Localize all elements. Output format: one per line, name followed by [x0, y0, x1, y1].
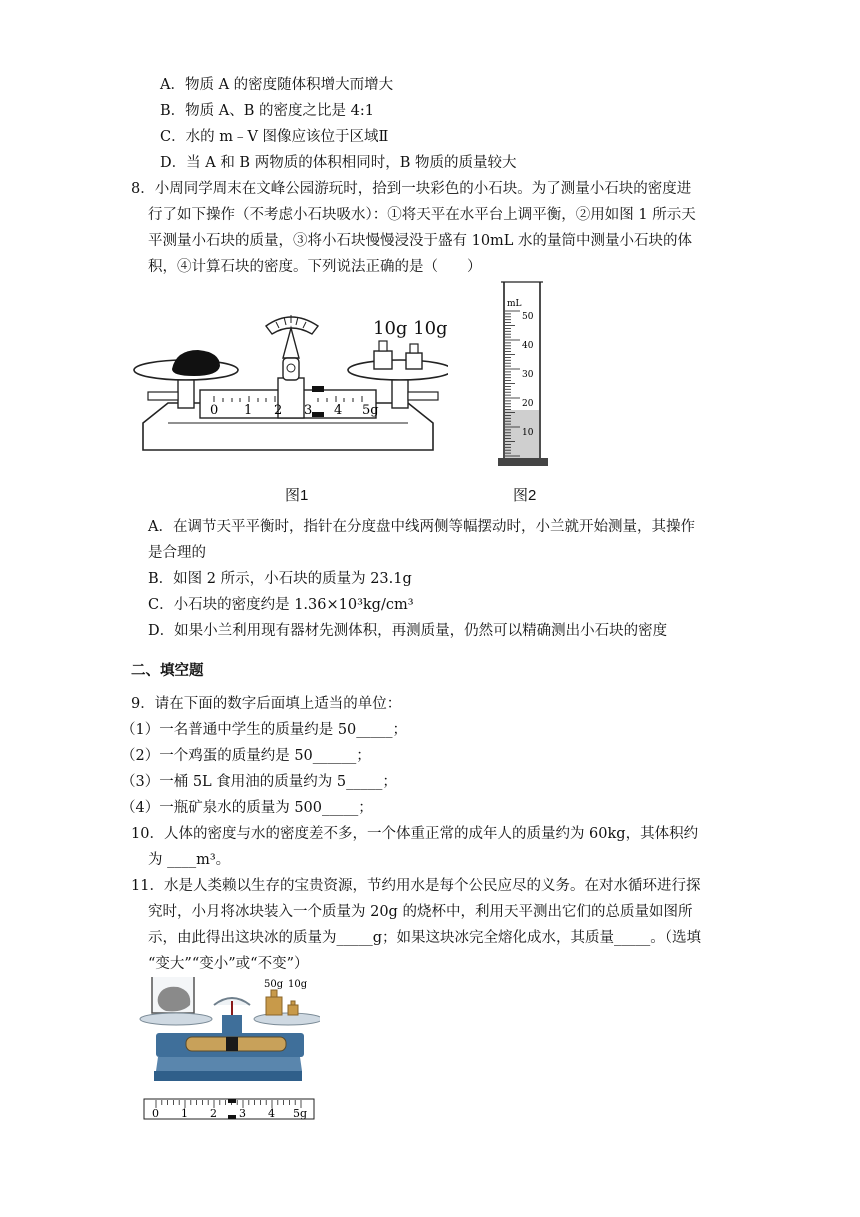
cylinder-label-50: 50: [522, 312, 534, 322]
weights-label: 10g 10g: [373, 318, 448, 339]
cylinder-label-30: 30: [522, 370, 534, 380]
q9-item-2: （2）一个鸡蛋的质量约是 50______；: [121, 748, 371, 764]
scale-label-4: 4: [334, 403, 343, 418]
q8-option-a-cont: 是合理的: [148, 545, 206, 561]
q8-option-b: B．如图 2 所示，小石块的质量为 23.1g: [148, 571, 412, 587]
q8-option-a: A．在调节天平平衡时，指针在分度盘中线两侧等幅摆动时，小兰就开始测量，其操作: [148, 519, 695, 535]
scale-label-1: 1: [244, 403, 253, 418]
q9-item-1: （1）一名普通中学生的质量约是 50_____；: [121, 722, 408, 738]
figure-1-caption: 图1: [285, 487, 309, 504]
q8-stem-line-1: 8．小周同学周末在文峰公园游玩时，拾到一块彩色的小石块。为了测量小石块的密度进: [131, 181, 692, 197]
q8-stem-line-2: 行了如下操作（不考虑小石块吸水）：①将天平在水平台上调平衡，②用如图 1 所示天: [148, 207, 696, 223]
scale-label-0: 0: [210, 403, 219, 418]
scale-label-2: 2: [274, 403, 283, 418]
rider-indicator: [228, 1099, 236, 1103]
weight-50g: [266, 997, 282, 1015]
scale-label-5g: 5g: [362, 403, 379, 418]
cylinder-figure-2: [496, 280, 556, 470]
q11-scale-4: 4: [268, 1107, 275, 1120]
q11-line-2: 究时，小月将冰块装入一个质量为 20g 的烧杯中，利用天平测出它们的总质量如图所: [148, 904, 693, 920]
q9-item-3: （3）一桶 5L 食用油的质量约为 5_____；: [121, 774, 397, 790]
weight-10g: [288, 1005, 298, 1015]
figure-2-caption: 图2: [513, 487, 537, 504]
q7-option-a: A．物质 A 的密度随体积增大而增大: [160, 77, 394, 93]
cylinder-label-10: 10: [522, 428, 534, 438]
q8-stem-line-3: 平测量小石块的质量，③将小石块慢慢浸没于盛有 10mL 水的量筒中测量小石块的体: [148, 233, 693, 249]
q7-option-c: C．水的 m﹣V 图像应该位于区域Ⅱ: [160, 129, 389, 145]
q11-balance-figure: [138, 975, 320, 1125]
q11-line-3: 示，由此得出这块冰的质量为_____g；如果这块冰完全熔化成水，其质量_____。（选填: [148, 930, 702, 946]
q8-option-c: C．小石块的密度约是 1.36×10³kg/cm³: [148, 597, 414, 613]
q11-scale-3: 3: [239, 1107, 246, 1120]
q9-item-4: （4）一瓶矿泉水的质量为 500_____；: [121, 800, 373, 816]
scale-label-3: 3: [304, 403, 313, 418]
weight-10g-2: [406, 353, 422, 369]
weight-10g-1: [374, 351, 392, 369]
stone: [172, 350, 220, 376]
q11-scale-0: 0: [152, 1107, 159, 1120]
balance-figure-1: [128, 298, 448, 458]
weight-label-50g: 50g: [264, 979, 284, 990]
q11-scale-5g: 5g: [293, 1107, 308, 1120]
rider: [312, 386, 324, 392]
q7-option-d: D．当 A 和 B 两物质的体积相同时，B 物质的质量较大: [160, 155, 517, 171]
q10-line-1: 10．人体的密度与水的密度差不多，一个体重正常的成年人的质量约为 60kg，其体积约: [131, 826, 699, 842]
q7-option-b: B．物质 A、B 的密度之比是 4:1: [160, 103, 374, 119]
q9-stem: 9．请在下面的数字后面填上适当的单位：: [131, 696, 402, 712]
weight-label-10g: 10g: [288, 979, 308, 990]
section-title-fill-in: 二、填空题: [131, 663, 204, 679]
q11-scale-2: 2: [210, 1107, 217, 1120]
q8-stem-line-4: 积，④计算石块的密度。下列说法正确的是（ ）: [148, 259, 482, 275]
q11-line-4: “变大”“变小”或“不变”）: [148, 956, 309, 972]
cylinder-label-20: 20: [522, 399, 534, 409]
cylinder-unit: mL: [507, 299, 522, 309]
q10-line-2: 为 ____m³。: [148, 852, 231, 868]
q8-option-d: D．如果小兰利用现有器材先测体积，再测质量，仍然可以精确测出小石块的密度: [148, 623, 668, 639]
cylinder-label-40: 40: [522, 341, 534, 351]
q11-line-1: 11．水是人类赖以生存的宝贵资源，节约用水是每个公民应尽的义务。在对水循环进行探: [131, 878, 701, 894]
q11-scale-1: 1: [181, 1107, 188, 1120]
